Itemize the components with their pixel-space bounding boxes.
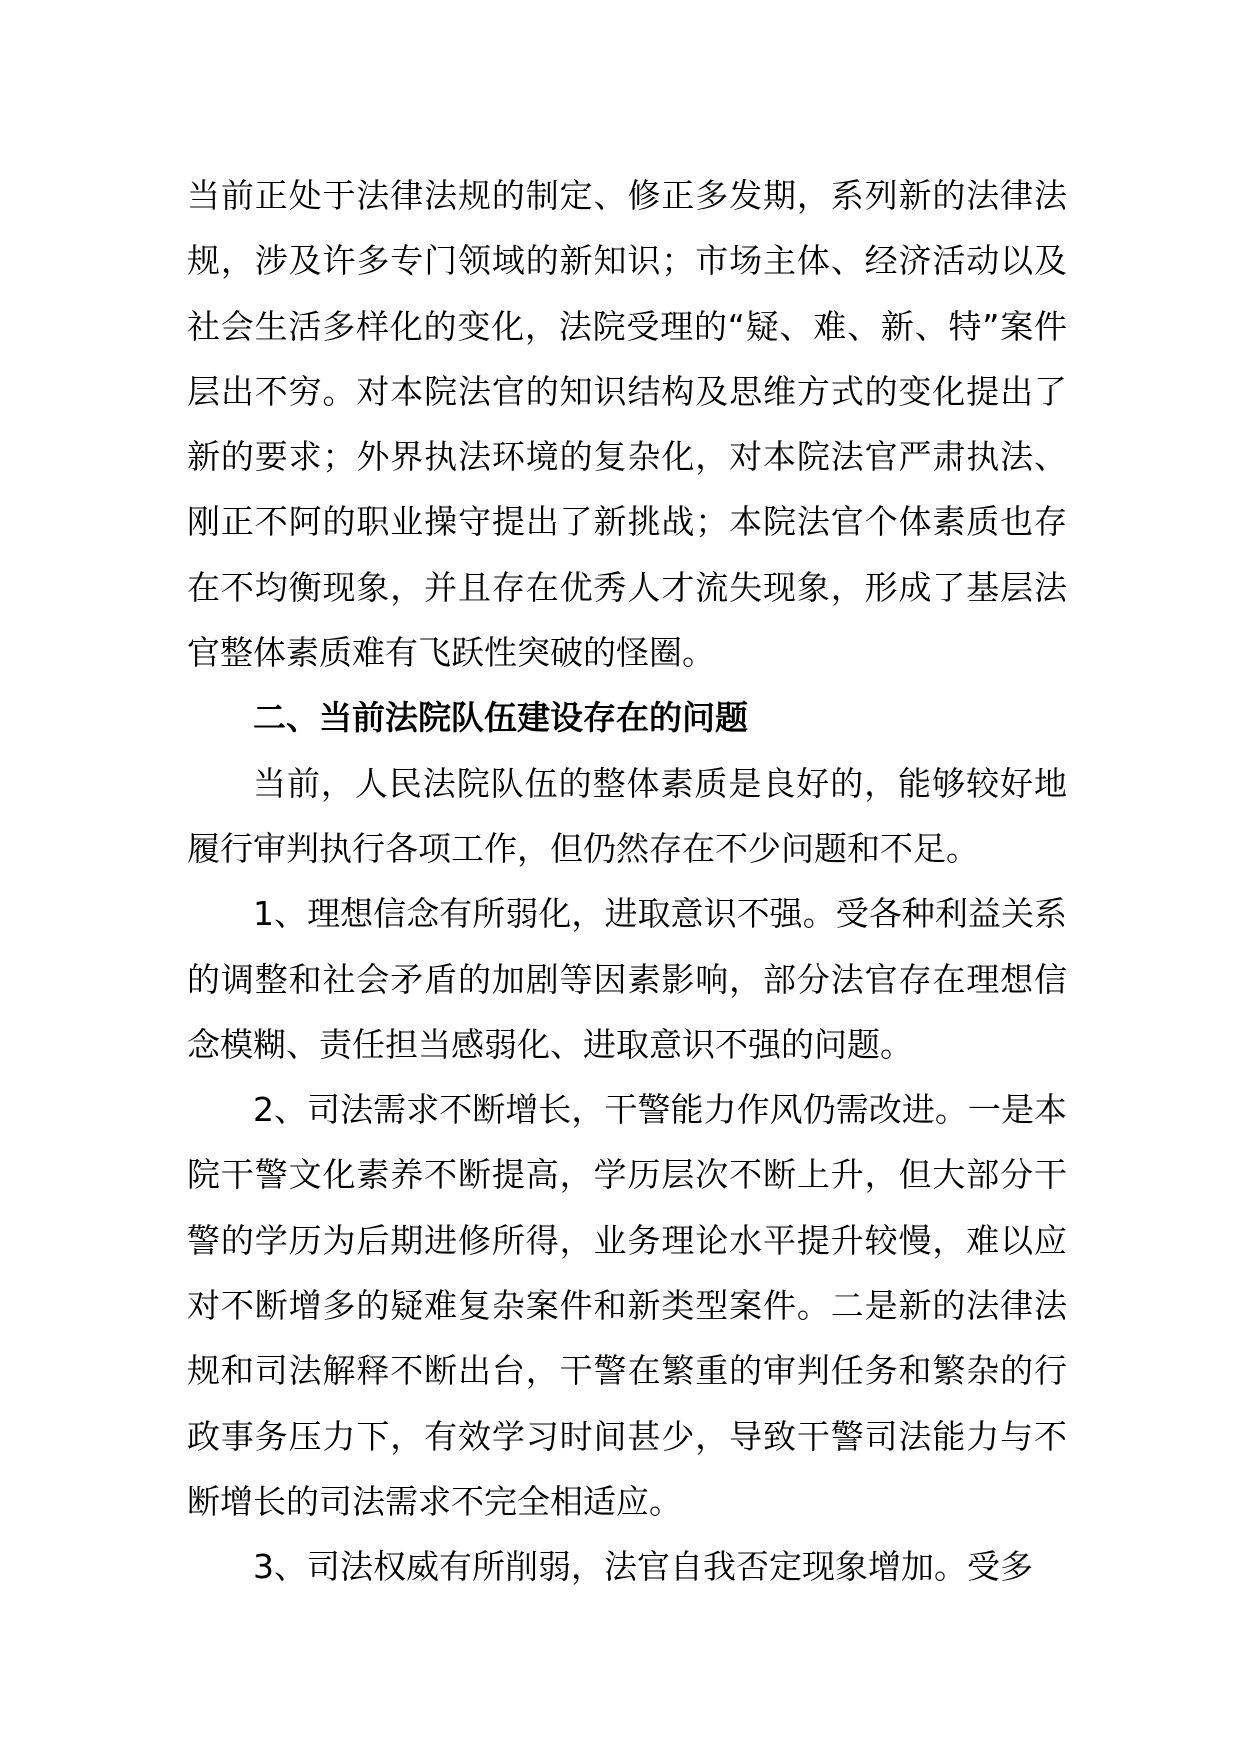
section-heading-problems: 二、当前法院队伍建设存在的问题: [253, 698, 748, 738]
paragraph-point-2: 2、司法需求不断增长，干警能力作风仍需改进。一是本院干警文化素养不断提高，学历层次不断上升，但大部分干警的学历为后期进修所得，业务理论水平提升较慢，难以应对不断增多的疑难复杂案件和新类型案件。二是新的法律法规和司法解释不断出台，干警在繁重的审判任务和繁杂的行政事务压力下，有效学习时间甚少，导致干警司法能力与不断增长的司法需求不完全相适应。: [187, 1090, 1067, 1521]
paragraph-point-3: 3、司法权威有所削弱，法官自我否定现象增加。受多: [253, 1547, 1033, 1587]
document-body: [187, 163, 1067, 1600]
paragraph-point-1: 1、理想信念有所弱化，进取意识不强。受各种利益关系的调整和社会矛盾的加剧等因素影响，部分法官存在理想信念模糊、责任担当感弱化、进取意识不强的问题。: [187, 894, 1067, 1064]
paragraph-legal-environment: 当前正处于法律法规的制定、修正多发期，系列新的法律法规，涉及许多专门领域的新知识；市场主体、经济活动以及社会生活多样化的变化，法院受理的“疑、难、新、特”案件层出不穷。对本院法官的知识结构及思维方式的变化提出了新的要求；外界执法环境的复杂化，对本院法官严肃执法、刚正不阿的职业操守提出了新挑战；本院法官个体素质也存在不均衡现象，并且存在优秀人才流失现象，形成了基层法官整体素质难有飞跃性突破的怪圈。: [187, 176, 1067, 673]
paragraph-overall-quality: 当前，人民法院队伍的整体素质是良好的，能够较好地履行审判执行各项工作，但仍然存在不少问题和不足。: [187, 763, 1067, 868]
